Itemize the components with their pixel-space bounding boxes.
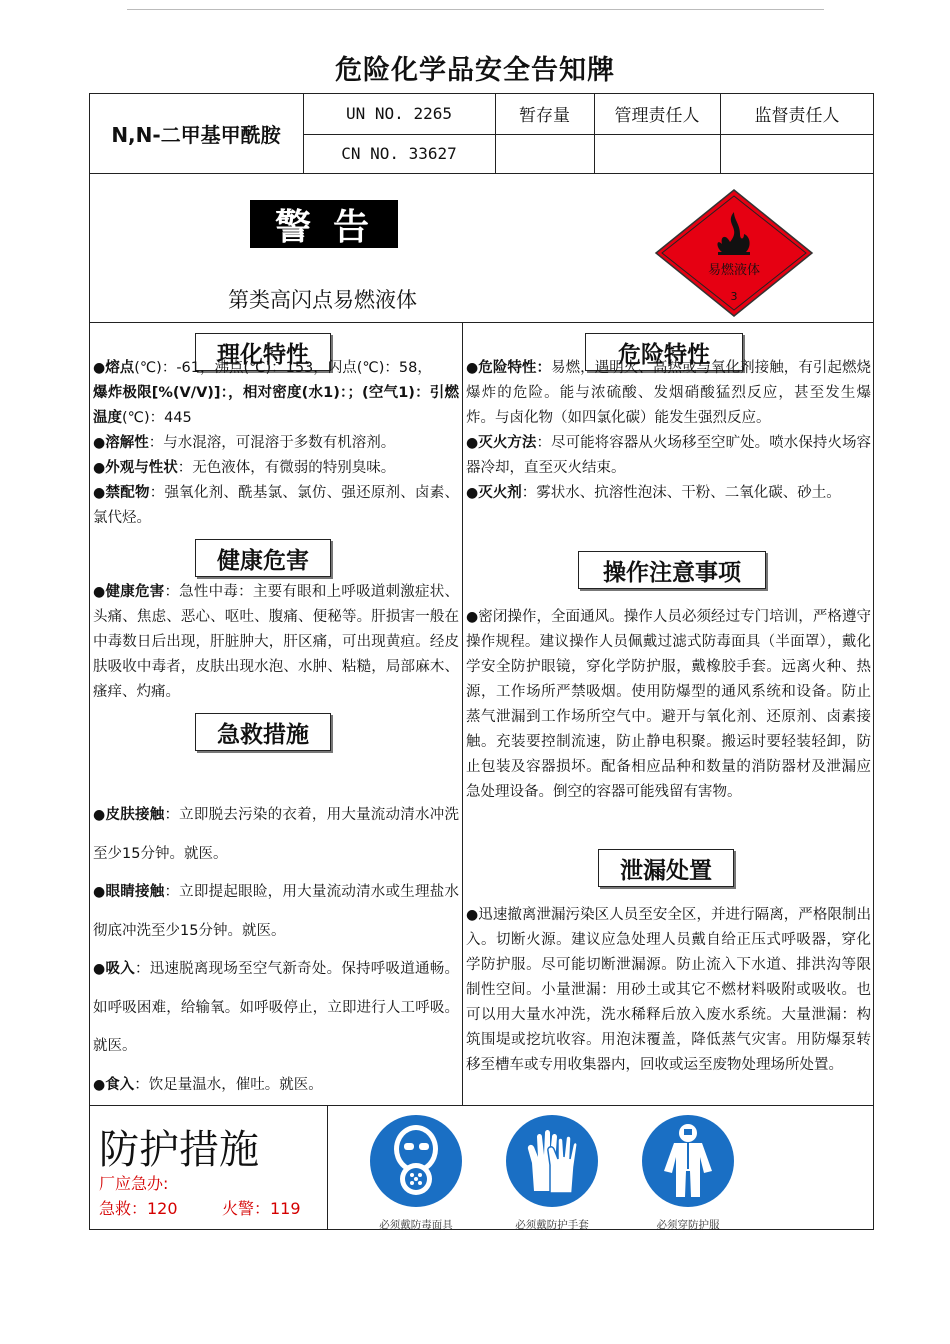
top-rule	[127, 9, 824, 10]
ppe-label: 必须穿防护服	[656, 1219, 720, 1231]
hazard-text: ●危险特性：易燃，遇明火、高热或与氧化剂接触，有引起燃烧爆炸的危险。能与浓硫酸、发烟硝酸猛烈反应，甚至发生爆炸。与卤化物（如四氯化碳）能发生强烈反应。 ●灭火方法：尽可能将容器从火场移至空旷处。喷水保持火场容器冷却，直至灭火结束。 ●灭火剂：雾状水、抗溶性泡沫、干粉、二氧化碳、砂土。	[466, 360, 872, 501]
manager-label: 管理责任人	[614, 106, 700, 126]
ppe-suit	[633, 1113, 743, 1232]
leak-text: ●迅速撤离泄漏污染区人员至安全区，并进行隔离，严格限制出入。切断火源。建议应急处理人员戴自给正压式呼吸器，穿化学防护服。尽可能切断泄漏源。防止流入下水道、排洪沟等限制性空间。小量泄漏：用砂土或其它不燃材料吸附或吸收。也可以用大量水冲洗，洗水稀释后放入废水系统。大量泄漏：构筑围堤或挖坑收容。用泡沫覆盖，降低蒸气灾害。用防爆泵转移至槽车或专用收集器内，回收或运至废物处理场所处置。	[466, 907, 871, 1073]
firstaid-text: ●皮肤接触：立即脱去污染的衣着，用大量流动清水冲洗至少15分钟。就医。 ●眼睛接触：立即提起眼睑，用大量流动清水或生理盐水彻底冲洗至少15分钟。就医。 ●吸入：迅速脱离现场至空气新奇处。保持呼吸道通畅。如呼吸困难，给输氧。如呼吸停止，立即进行人工呼吸。就医。 ●食入：饮足量温水，催吐。就医。	[93, 807, 460, 1093]
health-title: 健康危害	[195, 539, 331, 577]
firstaid-title: 急救措施	[195, 713, 331, 751]
ppe-gloves	[497, 1113, 607, 1232]
supervisor-label: 监督责任人	[754, 106, 840, 126]
protection-title: 防护措施	[99, 1127, 259, 1173]
hazard-class: 第类高闪点易燃液体	[228, 288, 417, 312]
symbol-number: 3	[730, 290, 738, 303]
operation-title: 操作注意事项	[578, 551, 766, 589]
protective-suit-icon	[640, 1113, 736, 1209]
gloves-icon	[504, 1113, 600, 1209]
rescue-number: 急救：120	[99, 1199, 178, 1218]
cn-number: CN NO. 33627	[341, 144, 457, 163]
leak-title: 泄漏处置	[598, 849, 734, 887]
physchem-text: ●熔点(℃)：-61，沸点(℃)：153，闪点(℃)：58， 爆炸极限[%(V/V)]：，相对密度(水1)：；(空气1)：引燃温度(℃)：445 ●溶解性：与水混溶，可混溶于多数有机溶剂。 ●外观与性状：无色液体，有微弱的特别臭味。 ●禁配物：强氧化剂、酰基氯、氯仿、强还原剂、卤素、氯代烃。	[93, 360, 460, 526]
storage-label: 暂存量	[519, 106, 570, 126]
ppe-gas-mask	[361, 1113, 471, 1232]
health-text: ●健康危害：急性中毒：主要有眼和上呼吸道刺激症状、头痛、焦虑、恶心、呕吐、腹痛、便秘等。肝损害一般在中毒数日后出现，肝脏肿大，肝区痛，可出现黄疸。经皮肤吸收中毒者，皮肤出现水泡、水肿、粘糙，局部麻木、瘙痒、灼痛。	[93, 584, 460, 700]
physchem-title: 理化特性	[195, 333, 331, 371]
fire-number: 火警：119	[222, 1199, 301, 1218]
chemical-name: N,N-二甲基甲酰胺	[111, 122, 281, 147]
operation-text: ●密闭操作，全面通风。操作人员必须经过专门培训，严格遵守操作规程。建议操作人员佩戴过滤式防毒面具（半面罩），戴化学安全防护眼镜，穿化学防护服，戴橡胶手套。远离火种、热源，工作场所严禁吸烟。使用防爆型的通风系统和设备。防止蒸气泄漏到工作场所空气中。避开与氧化剂、还原剂、卤素接触。充装要控制流速，防止静电积聚。搬运时要轻装轻卸，防止包装及容器损坏。配备相应品种和数量的消防器材及泄漏应急处理设备。倒空的容器可能残留有害物。	[466, 609, 871, 800]
page-title: 危险化学品安全告知牌	[335, 55, 615, 86]
symbol-text: 易燃液体	[707, 263, 761, 278]
un-number: UN NO. 2265	[346, 104, 452, 123]
emergency-label: 厂应急办:	[99, 1174, 169, 1193]
warning-banner: 警告	[250, 200, 398, 248]
gas-mask-icon	[368, 1113, 464, 1209]
ppe-label: 必须戴防护手套	[515, 1219, 589, 1231]
ppe-label: 必须戴防毒面具	[379, 1219, 453, 1231]
hazard-title: 危险特性	[585, 333, 743, 371]
flammable-liquid-icon	[654, 188, 814, 318]
